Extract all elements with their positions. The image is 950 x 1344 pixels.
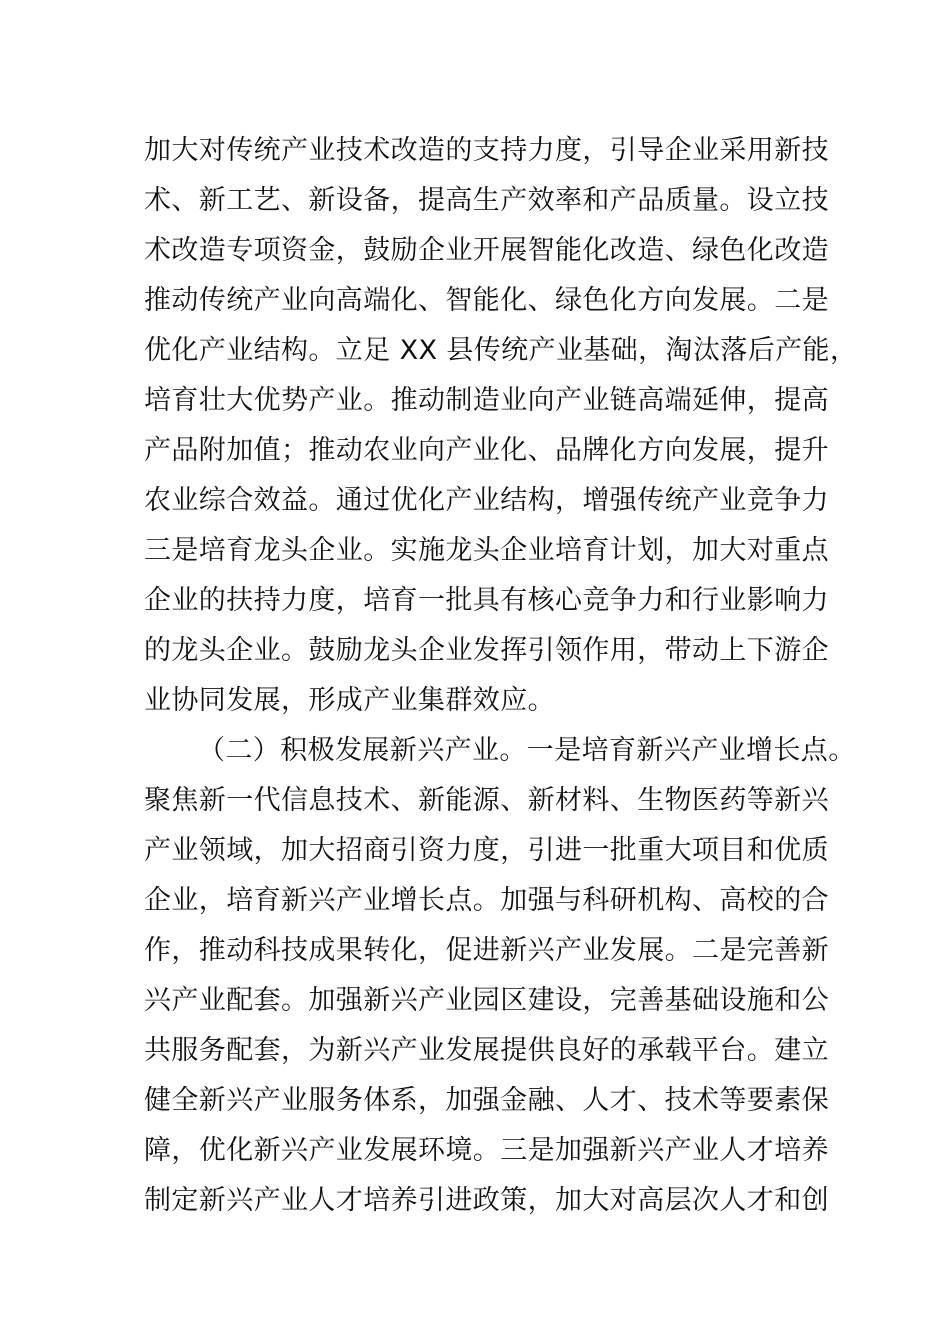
- text-line: 企业，培育新兴产业增长点。加强与科研机构、高校的合: [144, 885, 829, 916]
- text-line: 业协同发展，形成产业集群效应。: [144, 685, 555, 716]
- text-line: 术改造专项资金，鼓励企业开展智能化改造、绿色化改造: [144, 235, 829, 266]
- text-line: 加大对传统产业技术改造的支持力度，引导企业采用新技: [144, 135, 829, 166]
- text-line: 作，推动科技成果转化，促进新兴产业发展。二是完善新: [144, 935, 829, 966]
- text-line: 培育壮大优势产业。推动制造业向产业链高端延伸，提高: [144, 385, 829, 416]
- text-line: 聚焦新一代信息技术、新能源、新材料、生物医药等新兴: [144, 785, 829, 816]
- text-line: 农业综合效益。通过优化产业结构，增强传统产业竞争力: [144, 485, 829, 516]
- text-line: 兴产业配套。加强新兴产业园区建设，完善基础设施和公: [144, 985, 829, 1016]
- text-line: 术、新工艺、新设备，提高生产效率和产品质量。设立技: [144, 185, 829, 216]
- text-line: 的龙头企业。鼓励龙头企业发挥引领作用，带动上下游企: [144, 635, 829, 666]
- text-line: 企业的扶持力度，培育一批具有核心竞争力和行业影响力: [144, 585, 829, 616]
- text-line: 产品附加值；推动农业向产业化、品牌化方向发展，提升: [144, 435, 829, 466]
- text-line: 优化产业结构。立足 XX 县传统产业基础，淘汰落后产能，: [144, 335, 858, 366]
- text-line: 推动传统产业向高端化、智能化、绿色化方向发展。二是: [144, 285, 829, 316]
- text-line: 障，优化新兴产业发展环境。三是加强新兴产业人才培养: [144, 1135, 829, 1166]
- body-text: [144, 126, 858, 1226]
- text-line: 健全新兴产业服务体系，加强金融、人才、技术等要素保: [144, 1085, 829, 1116]
- text-line: 共服务配套，为新兴产业发展提供良好的承载平台。建立: [144, 1035, 829, 1066]
- section-heading-line: （二）积极发展新兴产业。一是培育新兴产业增长点。: [198, 735, 856, 766]
- text-line: 产业领域，加大招商引资力度，引进一批重大项目和优质: [144, 835, 829, 866]
- text-line: 制定新兴产业人才培养引进政策，加大对高层次人才和创: [144, 1185, 829, 1216]
- text-line: 三是培育龙头企业。实施龙头企业培育计划，加大对重点: [144, 535, 829, 566]
